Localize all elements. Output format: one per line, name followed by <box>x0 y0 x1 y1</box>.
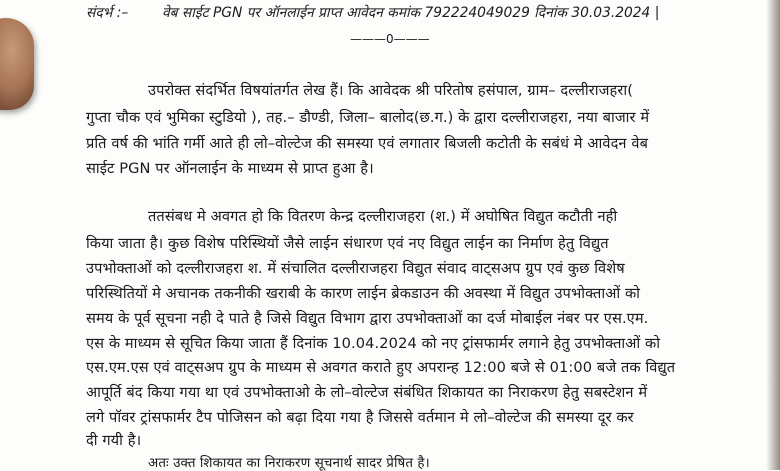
paragraph2-line-3: उपभोक्ताओं को दल्लीराजहरा श. में संचालित दल्लीराजहरा विद्युत संवाद वाट्सअप ग्रुप एवं कुछ विशेष <box>86 260 625 277</box>
paragraph2-line-10: दी गयी है। <box>86 432 142 449</box>
paragraph2-line-4: परिस्थितियों मे अचानक तकनीकी खराबी के कारण लाईन ब्रेकडाउन की अवस्था में विद्युत उपभोक्ताओं को <box>86 285 641 302</box>
paragraph1-line-3: प्रति वर्ष की भांति गर्मी आते ही लो–वोल्टेज की समस्या एवं लगातार बिजली कटोती के सबंधं मे आवेदन वेब <box>86 135 649 152</box>
paragraph1-line-1: उपरोक्त संदर्भित विषयांतर्गत लेख हैं। कि आवेदक श्री परितोष हसंपाल, ग्राम– दल्लीराजहरा( <box>148 82 633 99</box>
paragraph1-line-4: साईट PGN पर ऑनलाईन के माध्यम से प्राप्त हुआ है। <box>86 160 374 177</box>
closing-line: अतः उक्त शिकायत का निराकरण सूचनार्थ सादर प्रेषित है। <box>148 456 430 471</box>
paragraph2-line-7: एस.एम.एस एवं वाट्सअप ग्रुप के माध्यम से अवगत कराते हुए अपरान्ह 12:00 बजे से 01:00 बजे तक विद्युत <box>86 359 676 376</box>
paragraph1-line-2: गुप्ता चौक एवं भुमिका स्टुडियो ), तह.– डौण्डी, जिला– बालोद(छ.ग.) के द्वारा दल्लीराजहरा, नया बाजार में <box>86 109 650 126</box>
page-edge-shadow <box>766 0 780 470</box>
thumb-photo-artifact <box>0 18 34 110</box>
reference-label: संदर्भ :– <box>86 5 129 21</box>
paragraph2-line-8: आपूर्ति बंद किया गया था एवं उपभोक्ताओ के लो–वोल्टेज संबंधित शिकायत का निराकरण हेतु सबस्टेशन में <box>86 384 648 401</box>
reference-text: वेब साईट PGN पर ऑनलाईन प्राप्त आवेदन कमांक 792224049029 दिनांक 30.03.2024 | <box>162 5 660 21</box>
paragraph2-line-6: एस के माध्यम से सूचित किया जाता हैं दिनांक 10.04.2024 को नए ट्रांसफार्मर लगाने हेतु उपभोक्ताओं को <box>86 335 661 352</box>
paragraph2-line-2: किया जाता है। कुछ विशेष परिस्थियों जैसे लाईन संधारण एवं नए विद्युत लाईन का निर्माण हेतु विद्युत <box>86 235 609 252</box>
paragraph2-line-1: ततसंबध मे अवगत हो कि वितरण केन्द्र दल्लीराजहरा (श.) में अघोषित विद्युत कटौती नही <box>148 208 618 225</box>
paragraph2-line-9: लगे पॉवर ट्रांसफार्मर टैप पोजिसन को बढ़ा दिया गया है जिससे वर्तमान मे लो–वोल्टेज की समस्या दूर कर <box>86 409 634 426</box>
paragraph2-line-5: समय के पूर्व सूचना नही दे पाते है जिसे विद्युत विभाग द्वारा उपभोक्ताओं का दर्ज मोबाईल नंबर पर एस.एम. <box>86 310 649 327</box>
divider-mark: ———0——— <box>350 32 430 46</box>
